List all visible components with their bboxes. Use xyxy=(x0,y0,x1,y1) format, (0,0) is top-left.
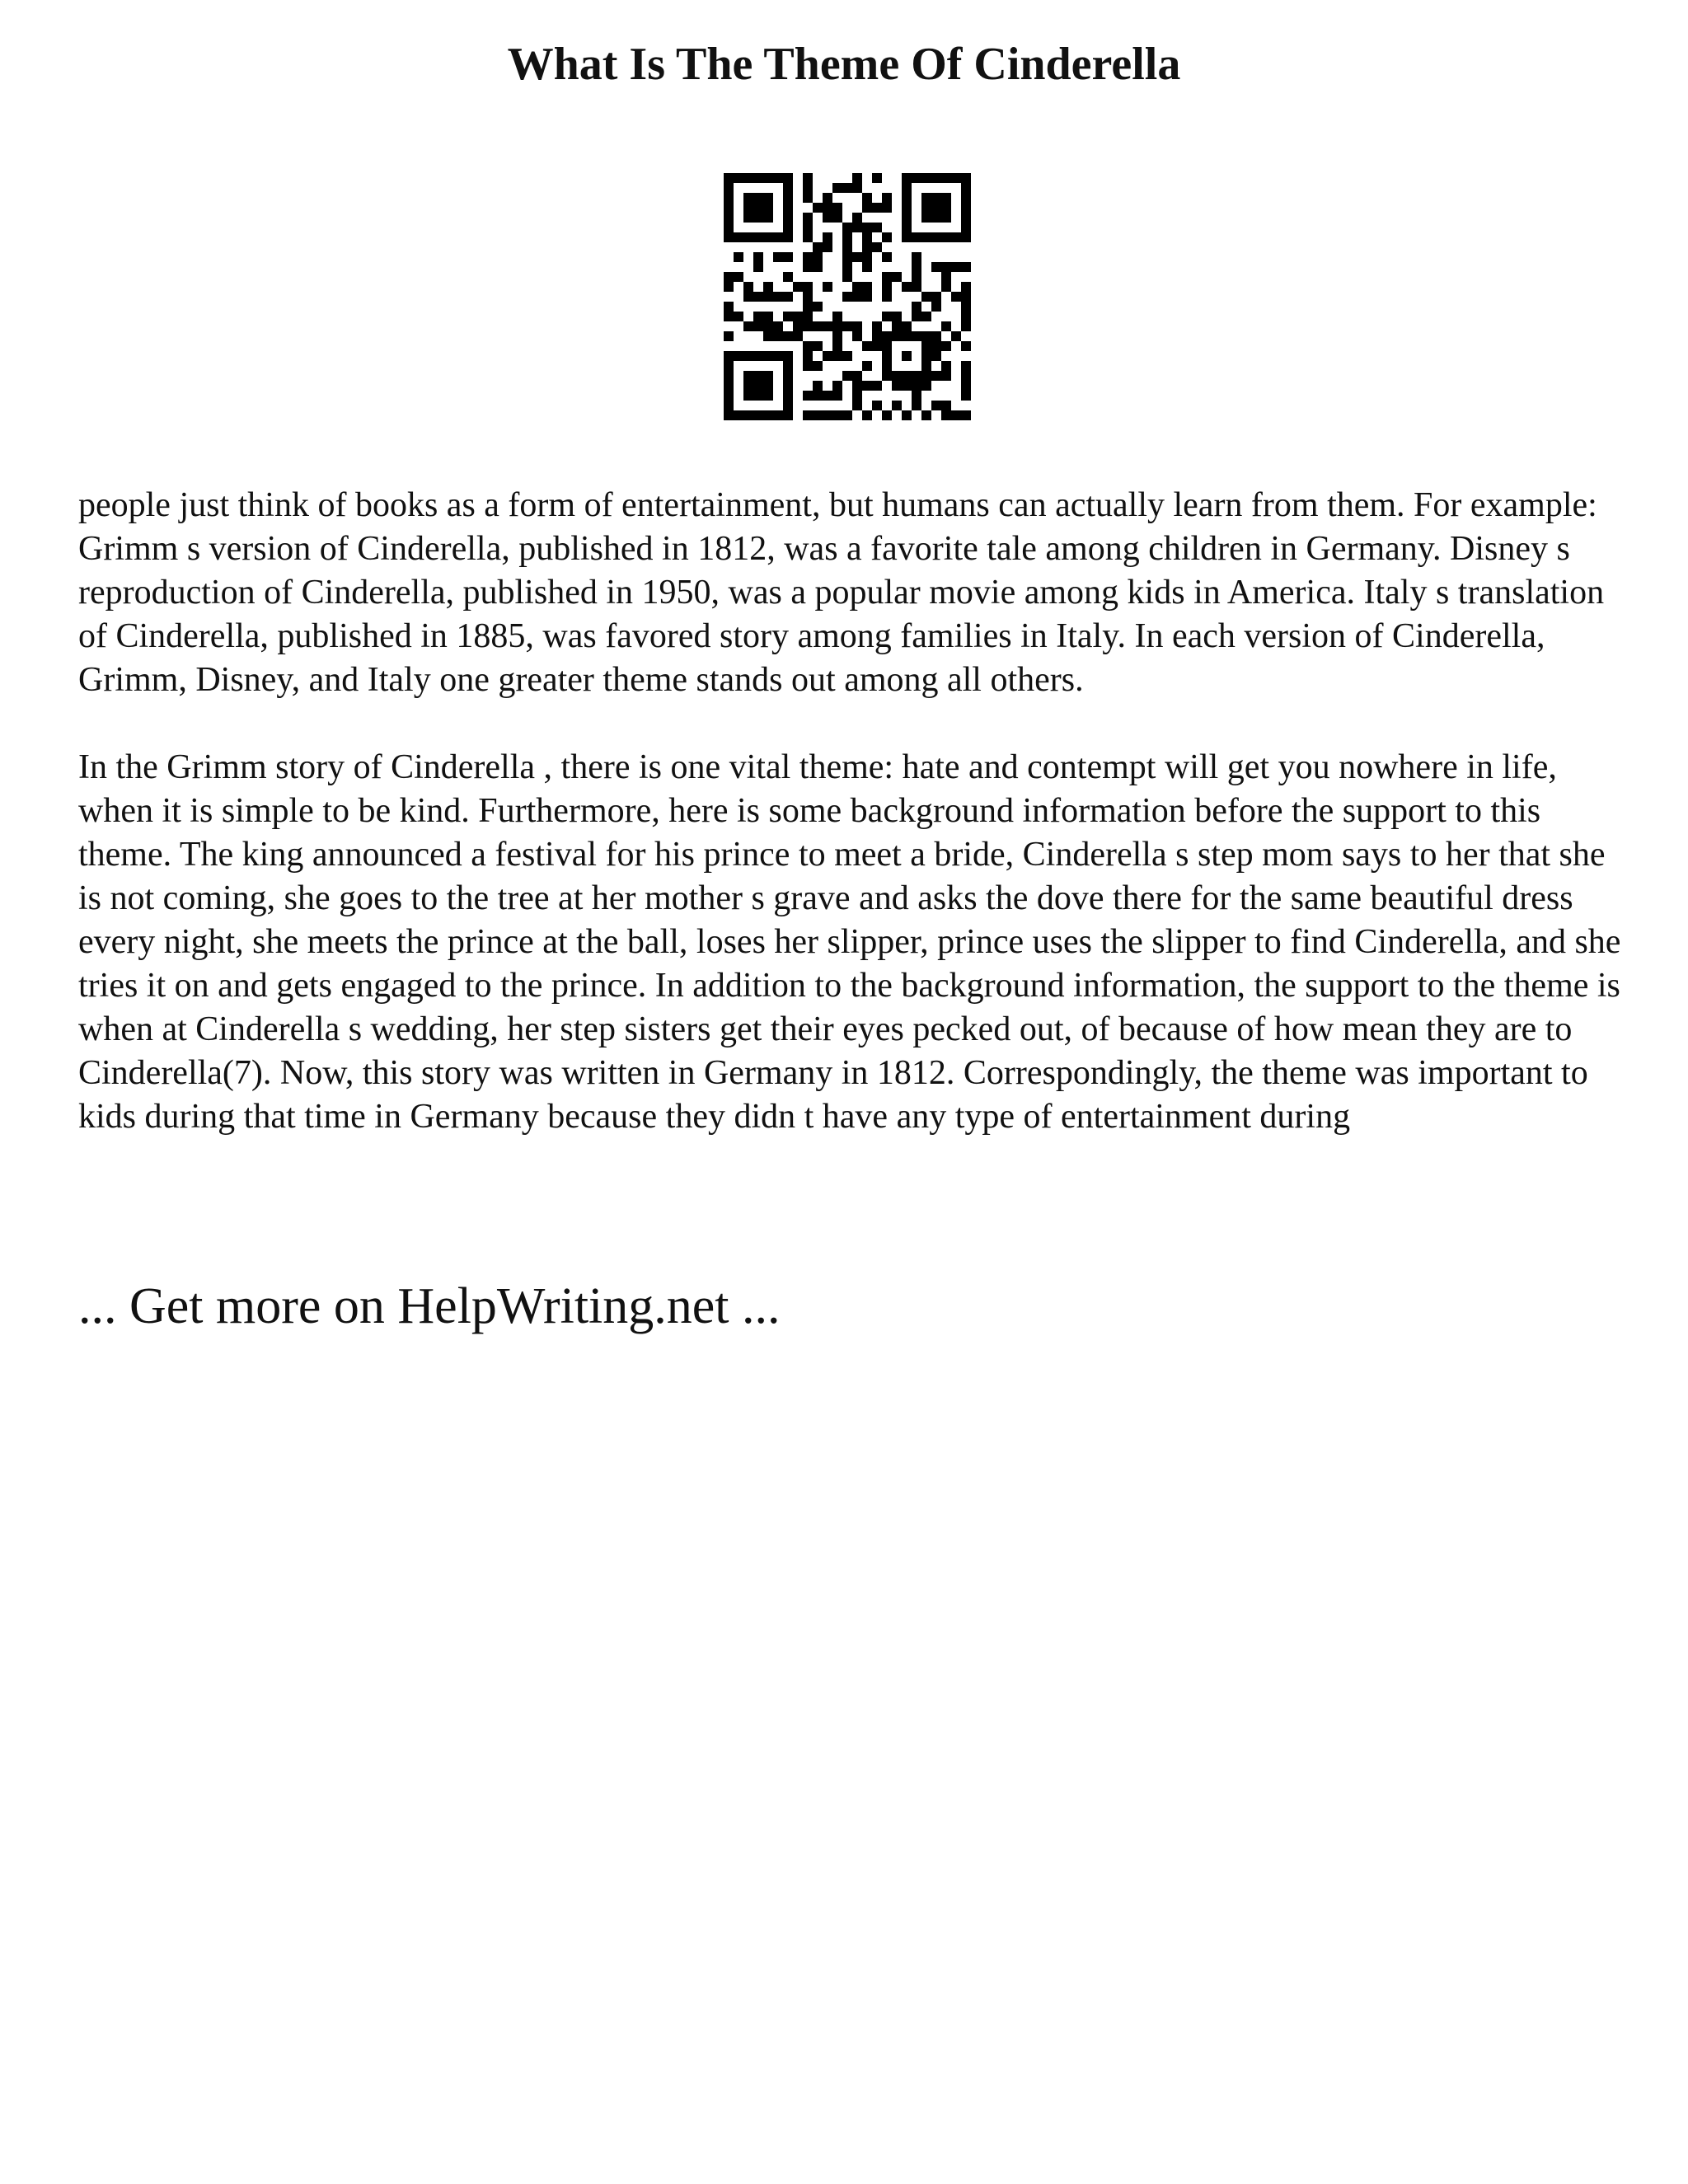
paragraph-grimm-theme: In the Grimm story of Cinderella , there is one vital theme: hate and contempt will get you nowhere in life, when it is simple to be kind. Furthermore, here is some background information before the support to this theme. The king announced a festival for his prince to meet a bride, Cinderella s step mom says to her that she is not coming, she goes to the tree at her mother s grave and asks the dove there for the same beautiful dress every night, she meets the prince at the ball, loses her slipper, prince uses the slipper to find Cinderella, and she tries it on and gets engaged to the prince. In addition to the background information, the support to the theme is when at Cinderella s wedding, her step sisters get their eyes pecked out, of because of how mean they are to Cinderella(7). Now, this story was written in Germany in 1812. Correspondingly, the theme was important to kids during that time in Germany because they didn t have any type of entertainment during xyxy=(78,748,1621,1136)
article-body xyxy=(78,484,1628,1139)
qr-code-icon[interactable] xyxy=(724,173,971,420)
paragraph-intro: people just think of books as a form of entertainment, but humans can actually learn from them. For example: Grimm s version of Cinderella, published in 1812, was a favorite tale among children in Germany. Disney s reproduction of Cinderella, published in 1950, was a popular movie among kids in America. Italy s translation of Cinderella, published in 1885, was favored story among families in Italy. In each version of Cinderella, Grimm, Disney, and Italy one greater theme stands out among all others. xyxy=(78,486,1605,699)
get-more-link[interactable]: ... Get more on HelpWriting.net ... xyxy=(78,1278,781,1334)
page-title: What Is The Theme Of Cinderella xyxy=(507,39,1181,90)
